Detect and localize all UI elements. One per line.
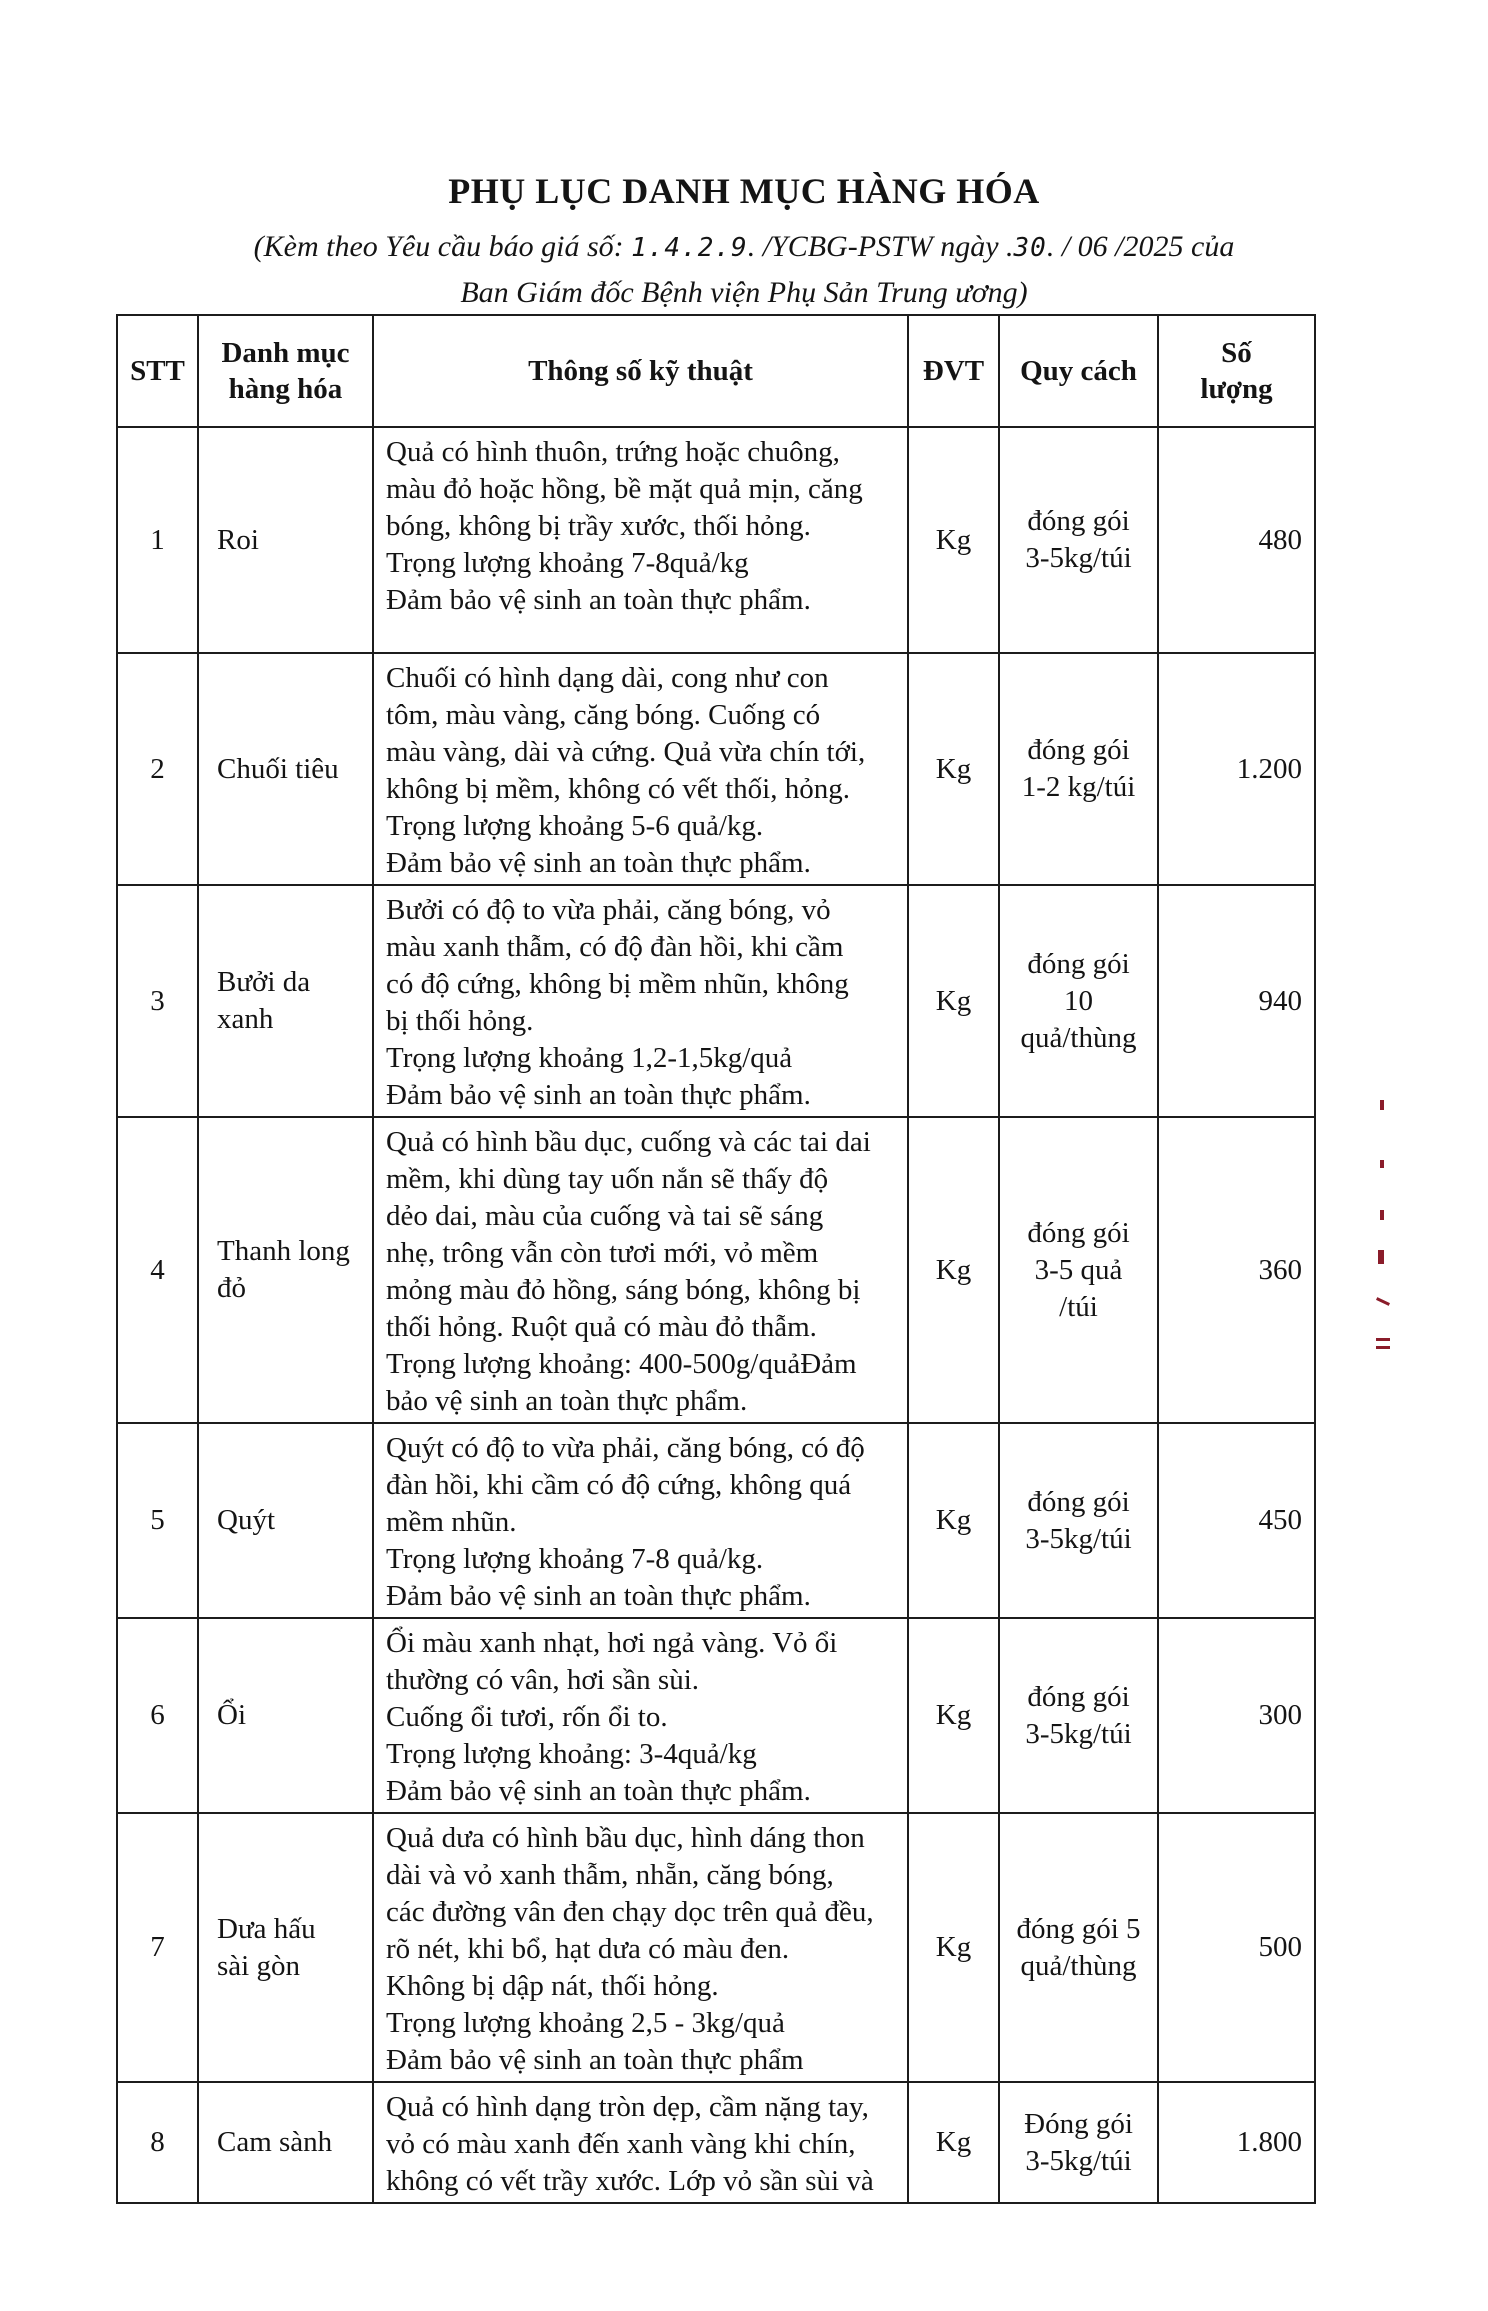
table-row: [117, 1423, 1315, 1618]
spec-line: Trọng lượng khoảng 5-6 quả/kg.: [386, 810, 764, 842]
row-unit: Kg: [908, 1117, 999, 1423]
packaging-line: 3-5 quả: [1034, 1253, 1123, 1286]
spec-line: Cuống ổi tươi, rốn ổi to.: [386, 1701, 668, 1733]
row-quantity: 450: [1158, 1423, 1315, 1618]
spec-line: Đảm bảo vệ sinh an toàn thực phẩm.: [386, 1775, 811, 1807]
row-quantity: 940: [1158, 885, 1315, 1117]
packaging-line: đóng gói: [1027, 1216, 1130, 1249]
row-packaging: [999, 2082, 1158, 2203]
goods-table: [116, 314, 1316, 2204]
spec-line: mềm, khi dùng tay uốn nắn sẽ thấy độ: [386, 1163, 829, 1195]
table-row: [117, 2082, 1315, 2203]
header-unit: ĐVT: [908, 315, 999, 427]
row-unit: Kg: [908, 1423, 999, 1618]
row-spec: [373, 1618, 908, 1813]
header-name-line2: hàng hóa: [228, 373, 343, 405]
row-stt: 7: [117, 1813, 198, 2082]
spec-line: Quýt có độ to vừa phải, căng bóng, có độ: [386, 1432, 865, 1464]
product-name-line: đỏ: [217, 1272, 246, 1304]
subtitle-reference: [0, 230, 1488, 264]
product-name-line: Ổi: [217, 1699, 246, 1731]
subtitle-mid: . /YCBG-PSTW ngày .: [747, 230, 1014, 263]
packaging-line: đóng gói: [1027, 505, 1130, 537]
spec-line: Ổi màu xanh nhạt, hơi ngả vàng. Vỏ ổi: [386, 1627, 838, 1659]
spec-line: Đảm bảo vệ sinh an toàn thực phẩm.: [386, 1580, 811, 1612]
packaging-line: /túi: [1059, 1290, 1098, 1323]
product-name-line: Cam sành: [217, 2126, 333, 2158]
row-unit: Kg: [908, 1813, 999, 2082]
row-spec: [373, 653, 908, 885]
row-unit: Kg: [908, 885, 999, 1117]
spec-line: tôm, màu vàng, căng bóng. Cuống có: [386, 699, 821, 731]
product-name-line: sài gòn: [217, 1949, 300, 1982]
spec-line: Đảm bảo vệ sinh an toàn thực phẩm: [386, 2044, 804, 2076]
packaging-line: đóng gói: [1027, 1680, 1130, 1713]
spec-line: Quả có hình thuôn, trứng hoặc chuông,: [386, 436, 840, 468]
spec-line: Đảm bảo vệ sinh an toàn thực phẩm.: [386, 847, 811, 879]
header-name: [198, 315, 373, 427]
row-packaging: [999, 427, 1158, 653]
product-name-line: Roi: [217, 523, 259, 556]
spec-line: vỏ có màu xanh đến xanh vàng khi chín,: [386, 2128, 856, 2160]
packaging-line: Đóng gói: [1024, 2107, 1133, 2140]
row-spec: [373, 1813, 908, 2082]
table-row: [117, 1813, 1315, 2082]
product-name-line: xanh: [217, 1003, 274, 1035]
header-qty-line1: Số: [1221, 337, 1252, 369]
table-row: [117, 653, 1315, 885]
table-row: [117, 1618, 1315, 1813]
packaging-line: 1-2 kg/túi: [1021, 771, 1136, 803]
packaging-line: 3-5kg/túi: [1025, 542, 1132, 574]
spec-line: Quả có hình bầu dục, cuống và các tai dai: [386, 1126, 871, 1158]
spec-line: bảo vệ sinh an toàn thực phẩm.: [386, 1385, 748, 1417]
product-name-line: Quýt: [217, 1504, 275, 1536]
spec-line: bóng, không bị trầy xước, thối hỏng.: [386, 510, 811, 542]
spec-line: màu vàng, dài và cứng. Quả vừa chín tới,: [386, 736, 866, 768]
packaging-line: đóng gói: [1027, 1485, 1130, 1518]
spec-line: Đảm bảo vệ sinh an toàn thực phẩm.: [386, 584, 811, 616]
table-body: [117, 427, 1315, 2203]
header-stt: STT: [117, 315, 198, 427]
row-product-name: [198, 885, 373, 1117]
spec-line: dài và vỏ xanh thẫm, nhẵn, căng bóng,: [386, 1859, 834, 1891]
product-name-line: Dưa hấu: [217, 1912, 316, 1945]
spec-line: không có vết trầy xước. Lớp vỏ sần sùi và: [386, 2165, 874, 2197]
row-product-name: [198, 653, 373, 885]
header-pack: Quy cách: [999, 315, 1158, 427]
table-row: [117, 885, 1315, 1117]
row-quantity: 480: [1158, 427, 1315, 653]
page-title: PHỤ LỤC DANH MỤC HÀNG HÓA: [448, 171, 1040, 211]
row-stt: 6: [117, 1618, 198, 1813]
row-spec: [373, 885, 908, 1117]
product-name-line: Thanh long: [217, 1235, 350, 1267]
row-spec: [373, 1117, 908, 1423]
row-stt: 1: [117, 427, 198, 653]
packaging-line: đóng gói: [1027, 734, 1130, 766]
row-product-name: [198, 2082, 373, 2203]
row-packaging: [999, 885, 1158, 1117]
spec-line: màu đỏ hoặc hồng, bề mặt quả mịn, căng: [386, 473, 863, 505]
packaging-line: quả/thùng: [1020, 1949, 1137, 1982]
row-product-name: [198, 1423, 373, 1618]
spec-line: Trọng lượng khoảng 2,5 - 3kg/quả: [386, 2007, 785, 2039]
row-product-name: [198, 1618, 373, 1813]
spec-line: màu xanh thẫm, có độ đàn hồi, khi cầm: [386, 931, 844, 963]
row-unit: Kg: [908, 653, 999, 885]
spec-line: Đảm bảo vệ sinh an toàn thực phẩm.: [386, 1079, 811, 1111]
spec-line: Không bị dập nát, thối hỏng.: [386, 1970, 719, 2002]
table-row: [117, 1117, 1315, 1423]
spec-line: nhẹ, trông vẫn còn tươi mới, vỏ mềm: [386, 1237, 819, 1269]
spec-line: mềm nhũn.: [386, 1506, 517, 1538]
row-product-name: [198, 1117, 373, 1423]
row-product-name: [198, 1813, 373, 2082]
spec-line: không bị mềm, không có vết thối, hỏng.: [386, 773, 850, 805]
row-unit: Kg: [908, 2082, 999, 2203]
header-name-line1: Danh mục: [221, 337, 350, 369]
product-name-line: Bưởi da: [217, 966, 311, 998]
row-stt: 3: [117, 885, 198, 1117]
spec-line: bị thối hỏng.: [386, 1005, 534, 1037]
spec-line: các đường vân đen chạy dọc trên quả đều,: [386, 1896, 874, 1928]
spec-line: Trọng lượng khoảng: 3-4quả/kg: [386, 1738, 757, 1770]
spec-line: Chuối có hình dạng dài, cong như con: [386, 662, 829, 694]
row-quantity: 1.200: [1158, 653, 1315, 885]
table-row: [117, 427, 1315, 653]
spec-line: rõ nét, khi bổ, hạt dưa có màu đen.: [386, 1933, 790, 1965]
spec-line: Trọng lượng khoảng 7-8quả/kg: [386, 547, 749, 579]
row-quantity: 360: [1158, 1117, 1315, 1423]
packaging-line: đóng gói 5: [1016, 1912, 1141, 1945]
row-spec: [373, 1423, 908, 1618]
spec-line: thối hỏng. Ruột quả có màu đỏ thẫm.: [386, 1311, 817, 1343]
row-product-name: [198, 427, 373, 653]
header-qty: [1158, 315, 1315, 427]
spec-line: Bưởi có độ to vừa phải, căng bóng, vỏ: [386, 894, 831, 926]
header-spec: Thông số kỹ thuật: [373, 315, 908, 427]
row-stt: 5: [117, 1423, 198, 1618]
row-quantity: 500: [1158, 1813, 1315, 2082]
spec-line: đàn hồi, khi cầm có độ cứng, không quá: [386, 1469, 852, 1501]
row-unit: Kg: [908, 1618, 999, 1813]
packaging-line: 3-5kg/túi: [1025, 1717, 1132, 1750]
handwritten-request-number: 1.4.2.9: [631, 233, 748, 263]
handwritten-day: 30: [1013, 233, 1047, 263]
packaging-line: quả/thùng: [1020, 1021, 1137, 1054]
subtitle-prefix: (Kèm theo Yêu cầu báo giá số:: [253, 230, 632, 263]
spec-line: có độ cứng, không bị mềm nhũn, không: [386, 968, 849, 1000]
row-spec: [373, 427, 908, 653]
subtitle-issuer: Ban Giám đốc Bệnh viện Phụ Sản Trung ương): [460, 276, 1028, 309]
packaging-line: đóng gói: [1027, 947, 1130, 980]
header-qty-line2: lượng: [1200, 373, 1273, 405]
packaging-line: 10: [1064, 984, 1093, 1017]
row-packaging: [999, 1423, 1158, 1618]
row-spec: [373, 2082, 908, 2203]
spec-line: Trọng lượng khoảng: 400-500g/quảĐảm: [386, 1348, 857, 1380]
spec-line: mỏng màu đỏ hồng, sáng bóng, không bị: [386, 1274, 861, 1306]
packaging-line: 3-5kg/túi: [1025, 2144, 1132, 2177]
subtitle-suffix: . / 06 /2025 của: [1046, 230, 1235, 263]
spec-line: thường có vân, hơi sần sùi.: [386, 1664, 699, 1696]
table-header-row: [117, 315, 1315, 427]
row-packaging: [999, 1813, 1158, 2082]
spec-line: Trọng lượng khoảng 7-8 quả/kg.: [386, 1543, 764, 1575]
row-quantity: 1.800: [1158, 2082, 1315, 2203]
scan-edge-marks: [1374, 1100, 1394, 1360]
row-stt: 4: [117, 1117, 198, 1423]
row-packaging: [999, 653, 1158, 885]
row-packaging: [999, 1618, 1158, 1813]
spec-line: Quả dưa có hình bầu dục, hình dáng thon: [386, 1822, 865, 1854]
spec-line: dẻo dai, màu của cuống và tai sẽ sáng: [386, 1200, 824, 1232]
row-quantity: 300: [1158, 1618, 1315, 1813]
spec-line: Trọng lượng khoảng 1,2-1,5kg/quả: [386, 1042, 793, 1074]
row-stt: 8: [117, 2082, 198, 2203]
product-name-line: Chuối tiêu: [217, 752, 339, 785]
packaging-line: 3-5kg/túi: [1025, 1522, 1132, 1555]
row-stt: 2: [117, 653, 198, 885]
spec-line: Quả có hình dạng tròn dẹp, cầm nặng tay,: [386, 2091, 869, 2123]
row-packaging: [999, 1117, 1158, 1423]
row-unit: Kg: [908, 427, 999, 653]
